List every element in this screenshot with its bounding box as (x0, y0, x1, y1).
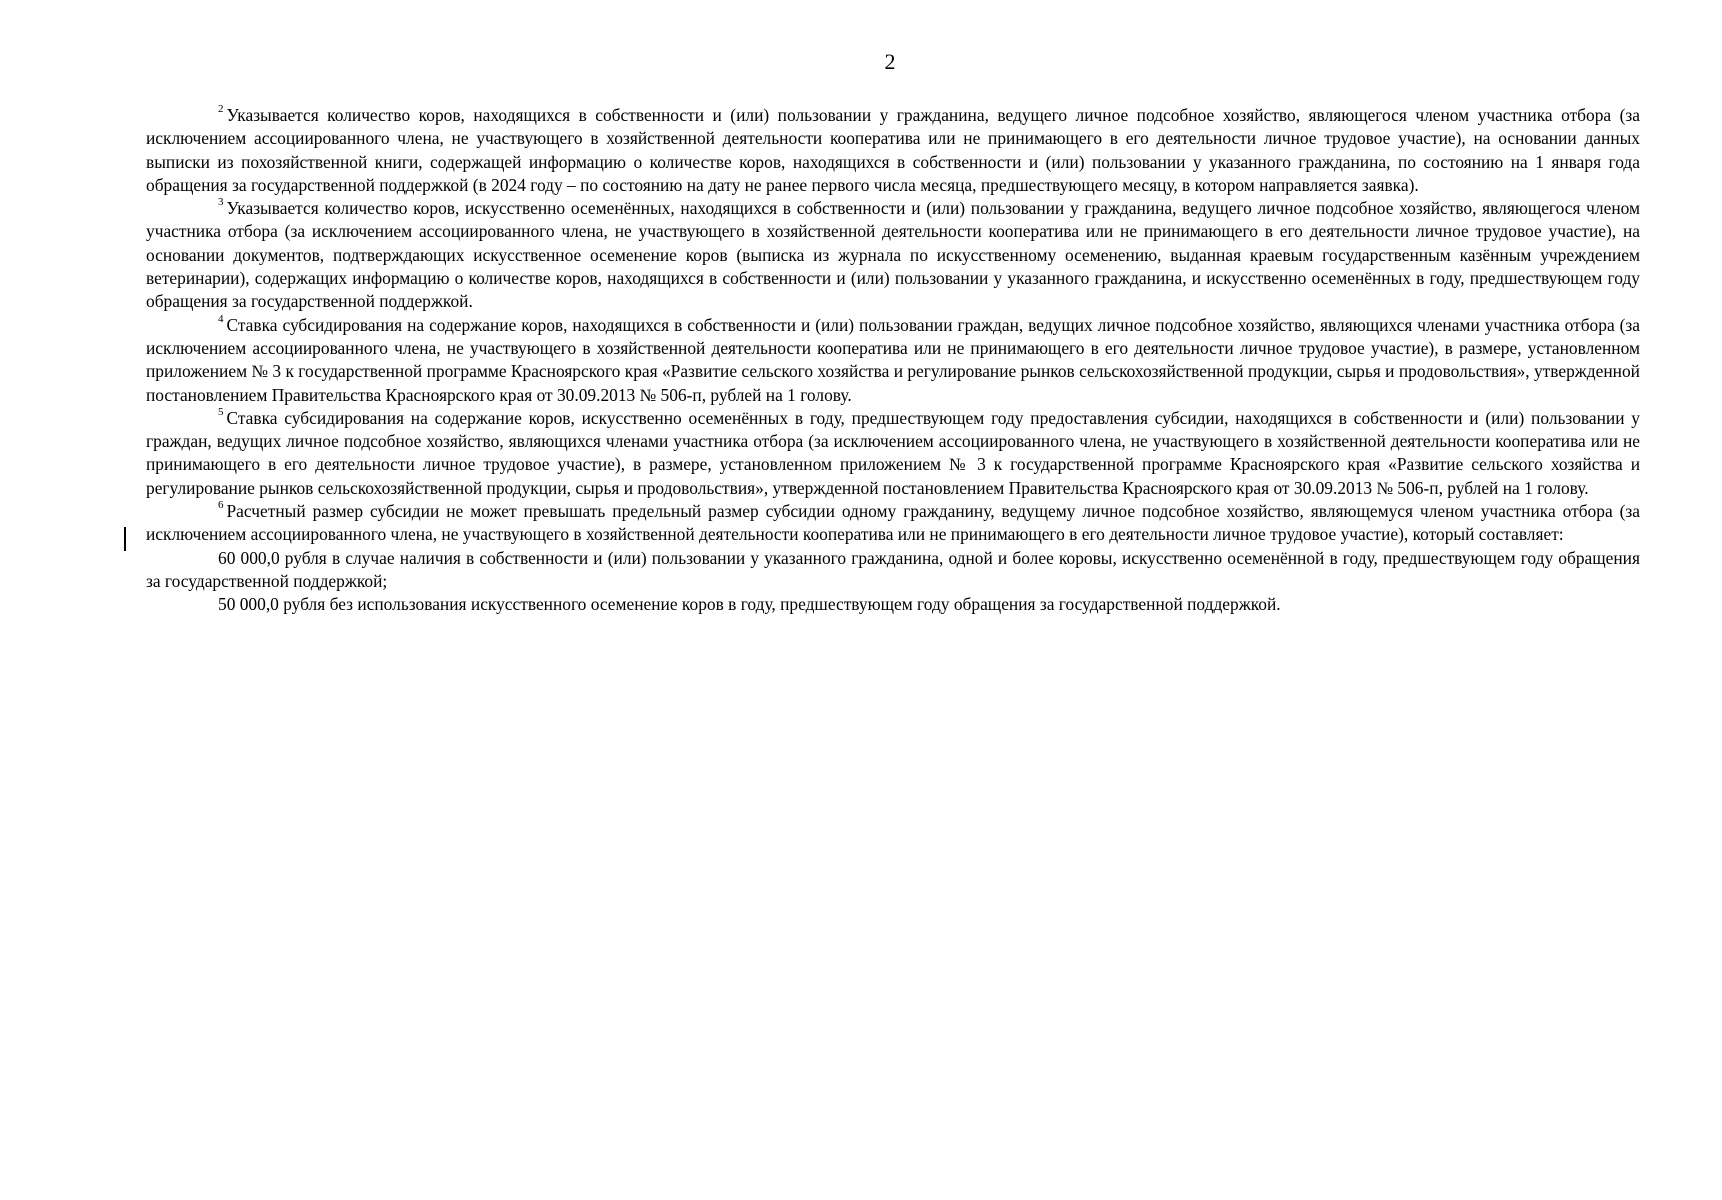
footnote-marker: 3 (218, 196, 224, 209)
revision-bar (124, 527, 126, 551)
footnote-text: Расчетный размер субсидии не может превышать предельный размер субсидии одному гражданину, ведущему личное подсобное хозяйство, являющемуся членом участника отбора (за исключением ассоциированного члена, не участвующего в хозяйственной деятельности кооператива или не принимающего в его деятельности личное трудовое участие), который составляет: (146, 501, 1640, 545)
limit-with-insemination: 60 000,0 рубля в случае наличия в собственности и (или) пользовании у указанного гражданина, одной и более коровы, искусственно осеменённой в году, предшествующем году обращения за государственной поддержкой; (146, 547, 1640, 591)
footnote-text: Ставка субсидирования на содержание коров, искусственно осеменённых в году, предшествующем году предоставления субсидии, находящихся в собственности и (или) пользовании у граждан, ведущих личное подсобное хозяйство, являющихся членами участника отбора (за исключением ассоциированного члена, не участвующего в хозяйственной деятельности кооператива или не принимающего в его деятельности личное трудовое участие), в размере, установленном приложением № 3 к государственной программе Красноярского края «Развитие сельского хозяйства и регулирование рынков сельскохозяйственной продукции, сырья и продовольствия», утвержденной постановлением Правительства Красноярского края от 30.09.2013 № 506-п, рублей на 1 голову. (146, 407, 1640, 498)
footnote-marker: 4 (218, 312, 224, 325)
footnote-text: Указывается количество коров, искусственно осеменённых, находящихся в собственности и (или) пользовании у гражданина, ведущего личное подсобное хозяйство, являющегося членом участника отбора (за исключением ассоциированного члена, не участвующего в хозяйственной деятельности кооператива или не принимающего в его деятельности личное трудовое участие), на основании документов, подтверждающих искусственное осеменение коров (выписка из журнала по искусственному осеменению, выданная краевым государственным казённым учреждением ветеринарии), содержащих информацию о количестве коров, находящихся в собственности и (или) пользовании у указанного гражданина, и искусственно осеменённых в году, предшествующем году обращения за государственной поддержкой. (146, 198, 1640, 312)
page-number: 2 (884, 49, 896, 74)
footnote-text: Ставка субсидирования на содержание коров, находящихся в собственности и (или) пользовании граждан, ведущих личное подсобное хозяйство, являющихся членами участника отбора (за исключением ассоциированного члена, не участвующего в хозяйственной деятельности кооператива или не принимающего в его деятельности личное трудовое участие), в размере, установленном приложением № 3 к государственной программе Красноярского края «Развитие сельского хозяйства и регулирование рынков сельскохозяйственной продукции, сырья и продовольствия», утвержденной постановлением Правительства Красноярского края от 30.09.2013 № 506-п, рублей на 1 голову. (146, 314, 1640, 405)
footnote-6 (146, 500, 1640, 547)
footnotes-block (146, 104, 1640, 617)
footnote-4 (146, 314, 1640, 407)
footnote-marker: 6 (218, 499, 224, 512)
footnote-5 (146, 407, 1640, 500)
limit-without-insemination: 50 000,0 рубля без использования искусственного осеменение коров в году, предшествующем году обращения за государственной поддержкой. (218, 594, 1281, 615)
footnote-marker: 5 (218, 406, 224, 419)
footnote-3 (146, 197, 1640, 313)
footnote-text: Указывается количество коров, находящихся в собственности и (или) пользовании у гражданина, ведущего личное подсобное хозяйство, являющегося членом участника отбора (за исключением ассоциированного члена, не участвующего в хозяйственной деятельности кооператива или не принимающего в его деятельности личное трудовое участие), на основании данных выписки из похозяйственной книги, содержащей информацию о количестве коров, находящихся в собственности и (или) пользовании у указанного гражданина, по состоянию на 1 января года обращения за государственной поддержкой (в 2024 году – по состоянию на дату не ранее первого числа месяца, предшествующего месяцу, в котором направляется заявка). (146, 105, 1640, 195)
footnote-marker: 2 (218, 103, 224, 116)
footnote-2 (146, 104, 1640, 197)
